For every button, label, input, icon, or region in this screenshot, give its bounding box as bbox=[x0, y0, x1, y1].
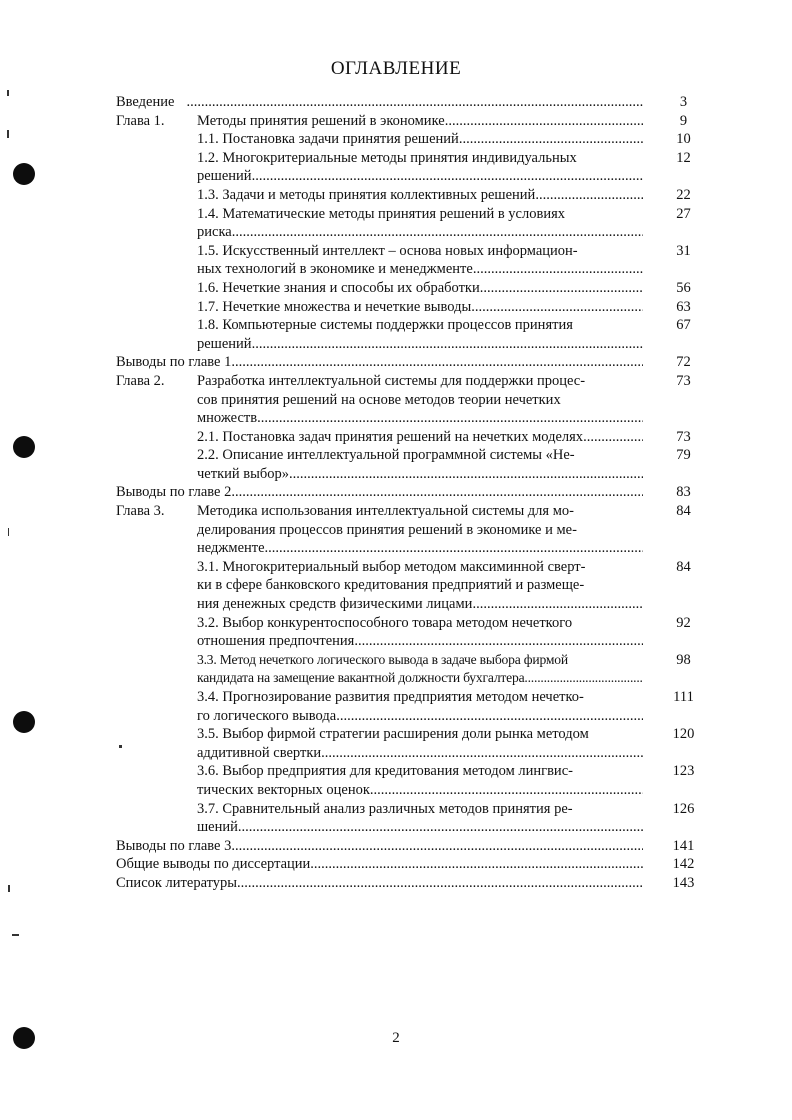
toc-page-number: 126 bbox=[672, 800, 695, 817]
toc-entry-title: 1.2. Многокритериальные методы принятия индивидуальных bbox=[197, 149, 577, 166]
toc-entry-section[interactable] bbox=[116, 725, 716, 762]
toc-page-number: 143 bbox=[672, 874, 695, 891]
toc-entry-title: 1.5. Искусственный интеллект – основа новых информацион- bbox=[197, 242, 578, 259]
toc-page-number: 123 bbox=[672, 763, 695, 780]
toc-entry-title-cont: решений bbox=[197, 335, 252, 352]
toc-page-number: 111 bbox=[673, 689, 694, 705]
toc-page-number: 12 bbox=[676, 149, 691, 166]
page-title: ОГЛАВЛЕНИЕ bbox=[330, 58, 462, 79]
toc-entry-title-cont: шений bbox=[197, 819, 238, 836]
toc-entry-title: Выводы по главе 1 bbox=[116, 354, 232, 371]
toc-entry-chapter-2[interactable] bbox=[116, 372, 716, 428]
toc-entry-section[interactable] bbox=[116, 762, 716, 799]
toc-entry-section[interactable] bbox=[116, 446, 716, 483]
toc-entry-title: 1.1. Постановка задачи принятия решений bbox=[197, 131, 459, 148]
toc-entry-title: 2.2. Описание интеллектуальной программной системы «Не- bbox=[197, 447, 575, 464]
toc-entry-title-cont: ки в сфере банковского кредитования предприятий и размеще- bbox=[197, 577, 585, 594]
toc-page-number: 63 bbox=[676, 298, 691, 315]
toc-page-number: 92 bbox=[676, 614, 691, 631]
toc-entry-title-cont: делирования процессов принятия решений в экономике и ме- bbox=[197, 521, 577, 538]
toc-entry-title: 3.3. Метод нечеткого логического вывода в задаче выбора фирмой bbox=[197, 651, 568, 667]
toc-page-number: 73 bbox=[676, 428, 691, 445]
toc-page-number: 84 bbox=[676, 503, 691, 520]
toc-entry-title: 1.7. Нечеткие множества и нечеткие выводы bbox=[197, 298, 472, 315]
toc-entry-section[interactable] bbox=[116, 558, 716, 614]
toc-page-number: 27 bbox=[676, 205, 691, 222]
toc-entry-title: 3.7. Сравнительный анализ различных методов принятия ре- bbox=[197, 800, 573, 817]
toc-page-number: 10 bbox=[676, 131, 691, 148]
toc-entry-title: 3.1. Многокритериальный выбор методом максиминной сверт- bbox=[197, 558, 586, 575]
toc-page-number: 120 bbox=[672, 726, 695, 743]
toc-entry-title: 1.8. Компьютерные системы поддержки процессов принятия bbox=[197, 317, 573, 334]
toc-entry-section[interactable] bbox=[116, 800, 716, 837]
scan-mark bbox=[12, 934, 19, 936]
toc-entry-section[interactable] bbox=[116, 279, 716, 298]
toc-entry-title-cont: отношения предпочтения bbox=[197, 633, 355, 650]
toc-entry-section[interactable] bbox=[116, 316, 716, 353]
toc-entry-bibliography[interactable] bbox=[116, 874, 716, 893]
toc-entry-conclusions-1[interactable] bbox=[116, 353, 716, 372]
toc-entry-title: Методика использования интеллектуальной системы для мо- bbox=[197, 503, 574, 520]
toc-page-number: 142 bbox=[672, 856, 695, 873]
toc-entry-section[interactable] bbox=[116, 186, 716, 205]
scan-mark bbox=[8, 885, 10, 892]
toc-page-number: 84 bbox=[676, 558, 691, 575]
toc-chapter-label: Глава 2. bbox=[116, 372, 165, 389]
toc-entry-title: 1.3. Задачи и методы принятия коллективных решений bbox=[197, 186, 536, 203]
binder-hole-3 bbox=[13, 711, 35, 733]
toc-chapter-label: Глава 1. bbox=[116, 112, 165, 129]
toc-entry-section[interactable] bbox=[116, 651, 716, 688]
toc-entry-label: Введение bbox=[116, 94, 175, 110]
toc-entry-chapter-3[interactable] bbox=[116, 502, 716, 558]
toc-entry-title-cont: сов принятия решений на основе методов теории нечетких bbox=[197, 391, 561, 408]
toc-entry-title: 1.4. Математические методы принятия решений в условиях bbox=[197, 205, 566, 222]
toc-entry-title-cont: кандидата на замещение вакантной должности бухгалтера bbox=[197, 670, 525, 686]
toc-page-number: 73 bbox=[676, 372, 691, 389]
toc-entry-title: Выводы по главе 3 bbox=[116, 837, 232, 854]
scan-mark bbox=[7, 130, 9, 138]
toc-entry-title: 1.6. Нечеткие знания и способы их обработки bbox=[197, 279, 480, 296]
toc-entry-title-cont: риска bbox=[197, 224, 232, 241]
toc-entry-title-cont: решений bbox=[197, 168, 252, 185]
toc-entry-conclusions-2[interactable] bbox=[116, 483, 716, 502]
toc-entry-section[interactable] bbox=[116, 298, 716, 317]
toc-entry-title-cont: тических векторных оценок bbox=[197, 781, 370, 798]
toc-page-number: 31 bbox=[676, 242, 691, 259]
toc-entry-title: Общие выводы по диссертации bbox=[116, 856, 311, 873]
toc-entry-title: 3.5. Выбор фирмой стратегии расширения доли рынка методом bbox=[197, 726, 589, 743]
toc-page-number: 98 bbox=[676, 651, 691, 668]
toc-entry-section[interactable] bbox=[116, 428, 716, 447]
toc-entry-title: 2.1. Постановка задач принятия решений на нечетких моделях bbox=[197, 428, 584, 445]
toc-entry-title: 3.6. Выбор предприятия для кредитования методом лингвис- bbox=[197, 763, 573, 780]
toc-entry-title: Список литературы bbox=[116, 874, 238, 891]
toc-entry-section[interactable] bbox=[116, 205, 716, 242]
toc-entry-title-cont: четкий выбор» bbox=[197, 465, 289, 482]
binder-hole-2 bbox=[13, 436, 35, 458]
toc-entry-title-cont: неджменте bbox=[197, 540, 265, 557]
scan-mark bbox=[8, 528, 9, 536]
toc-entry-section[interactable] bbox=[116, 688, 716, 725]
scan-mark bbox=[7, 90, 9, 96]
toc-entry-title: Разработка интеллектуальной системы для поддержки процес- bbox=[197, 372, 586, 389]
binder-hole-1 bbox=[13, 163, 35, 185]
toc-entry-section[interactable] bbox=[116, 614, 716, 651]
toc-entry-title-cont: аддитивной свертки bbox=[197, 744, 322, 761]
toc-entry-conclusions-3[interactable] bbox=[116, 837, 716, 856]
toc-page-number: 67 bbox=[676, 317, 691, 334]
toc-page-number: 9 bbox=[679, 112, 688, 129]
toc-page-number: 56 bbox=[676, 279, 691, 296]
toc-entry-section[interactable] bbox=[116, 149, 716, 186]
toc-entry-intro[interactable] bbox=[116, 93, 716, 112]
toc-entry-chapter-1[interactable] bbox=[116, 112, 716, 131]
toc-page-number: 22 bbox=[676, 186, 691, 203]
toc-entry-general-conclusions[interactable] bbox=[116, 855, 716, 874]
toc-entry-title: 3.2. Выбор конкурентоспособного товара методом нечеткого bbox=[197, 614, 573, 631]
toc-chapter-label: Глава 3. bbox=[116, 503, 165, 520]
toc-entry-title: 3.4. Прогнозирование развития предприятия методом нечетко- bbox=[197, 689, 584, 705]
toc-entry-title-cont: ных технологий в экономике и менеджменте bbox=[197, 261, 473, 278]
table-of-contents bbox=[116, 93, 716, 893]
toc-entry-title-cont: го логического вывода bbox=[197, 707, 337, 724]
toc-page-number: 3 bbox=[679, 94, 688, 110]
toc-entry-section[interactable] bbox=[116, 242, 716, 279]
toc-page-number: 79 bbox=[676, 447, 691, 464]
toc-entry-title: Методы принятия решений в экономике bbox=[197, 112, 445, 129]
toc-entry-title-cont: множеств bbox=[197, 410, 258, 427]
toc-page-number: 72 bbox=[676, 354, 691, 371]
toc-entry-title: Выводы по главе 2 bbox=[116, 484, 232, 501]
toc-page-number: 141 bbox=[672, 837, 695, 854]
toc-entry-section[interactable] bbox=[116, 130, 716, 149]
toc-page-number: 83 bbox=[676, 484, 691, 501]
toc-entry-title-cont: ния денежных средств физическими лицами bbox=[197, 596, 473, 613]
page-number: 2 bbox=[392, 1030, 400, 1046]
